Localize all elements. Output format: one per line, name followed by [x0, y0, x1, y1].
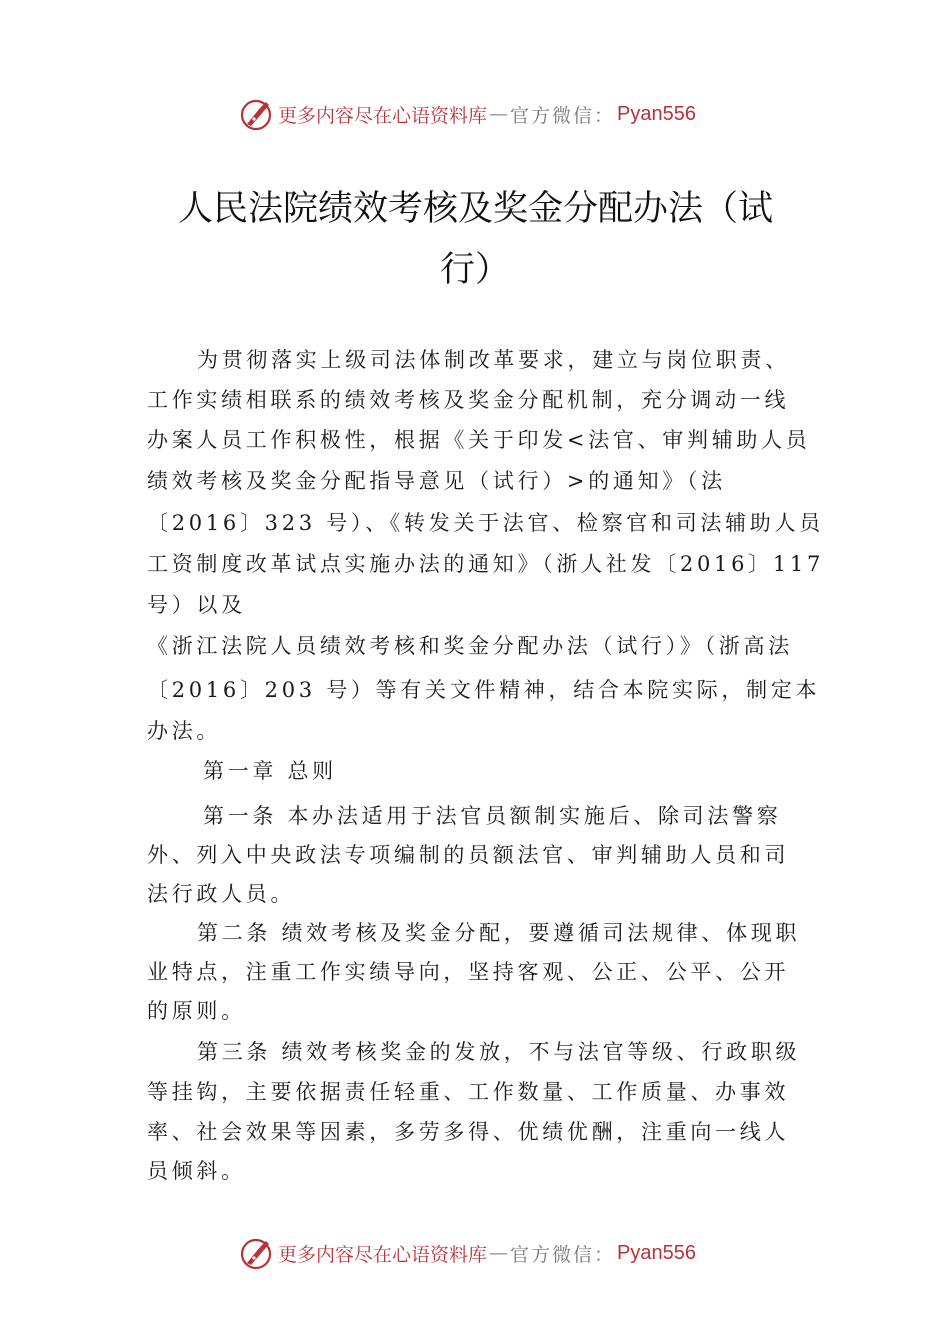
body-line: 外、列入中央政法专项编制的员额法官、审判辅助人员和司	[147, 843, 790, 867]
body-line: 的原则。	[147, 999, 246, 1023]
article-line: 第三条 绩效考核奖金的发放，不与法官等级、行政职级	[197, 1040, 801, 1064]
watermark-dash: —	[489, 103, 509, 125]
body-line: 为贯彻落实上级司法体制改革要求，建立与岗位职责、	[197, 348, 790, 372]
pen-nib-logo-icon	[238, 1235, 274, 1271]
watermark-wechat-id: Pyan556	[617, 102, 696, 125]
body-line: 工作实绩相联系的绩效考核及奖金分配机制，充分调动一线	[147, 388, 790, 412]
body-line: 绩效考核及奖金分配指导意见（试行）>的通知》（法	[147, 469, 726, 493]
body-line: 〔2016〕323 号）、《转发关于法官、检察官和司法辅助人员	[147, 511, 824, 535]
pen-nib-logo-icon	[238, 96, 274, 132]
body-line: 办案人员工作积极性，根据《关于印发<法官、审判辅助人员	[147, 428, 811, 452]
watermark-wechat-label: 官方微信：	[510, 1243, 616, 1266]
body-line: 办法。	[147, 719, 222, 743]
body-line: 法行政人员。	[147, 882, 296, 906]
body-line: 《浙江法院人员绩效考核和奖金分配办法（试行）》（浙高法	[147, 634, 793, 658]
watermark-wechat-label: 官方微信：	[510, 104, 616, 127]
watermark-wechat-id: Pyan556	[617, 1241, 696, 1264]
article-line: 第一条 本办法适用于法官员额制实施后、除司法警察	[203, 804, 782, 828]
body-line: 率、社会效果等因素，多劳多得、优绩优酬，注重向一线人	[147, 1120, 790, 1144]
watermark-text: 更多内容尽在心语资料库	[278, 104, 488, 127]
body-line: 员倾斜。	[147, 1159, 246, 1183]
watermark-header	[238, 96, 696, 132]
document-title-line-2: 行）	[440, 250, 511, 290]
watermark-footer	[238, 1235, 696, 1271]
chapter-heading: 第一章 总则	[203, 759, 337, 783]
body-line: 号）以及	[147, 593, 246, 617]
body-line: 业特点，注重工作实绩导向，坚持客观、公正、公平、公开	[147, 960, 790, 984]
document-title-line-1: 人民法院绩效考核及奖金分配办法（试	[178, 189, 774, 229]
body-line: 工资制度改革试点实施办法的通知》（浙人社发〔2016〕117	[147, 552, 825, 576]
watermark-text: 更多内容尽在心语资料库	[278, 1243, 488, 1266]
body-line: 等挂钩，主要依据责任轻重、工作数量、工作质量、办事效	[147, 1080, 790, 1104]
article-line: 第二条 绩效考核及奖金分配，要遵循司法规律、体现职	[197, 921, 801, 945]
watermark-dash: —	[489, 1242, 509, 1264]
body-line: 〔2016〕203 号）等有关文件精神，结合本院实际，制定本	[147, 678, 821, 702]
